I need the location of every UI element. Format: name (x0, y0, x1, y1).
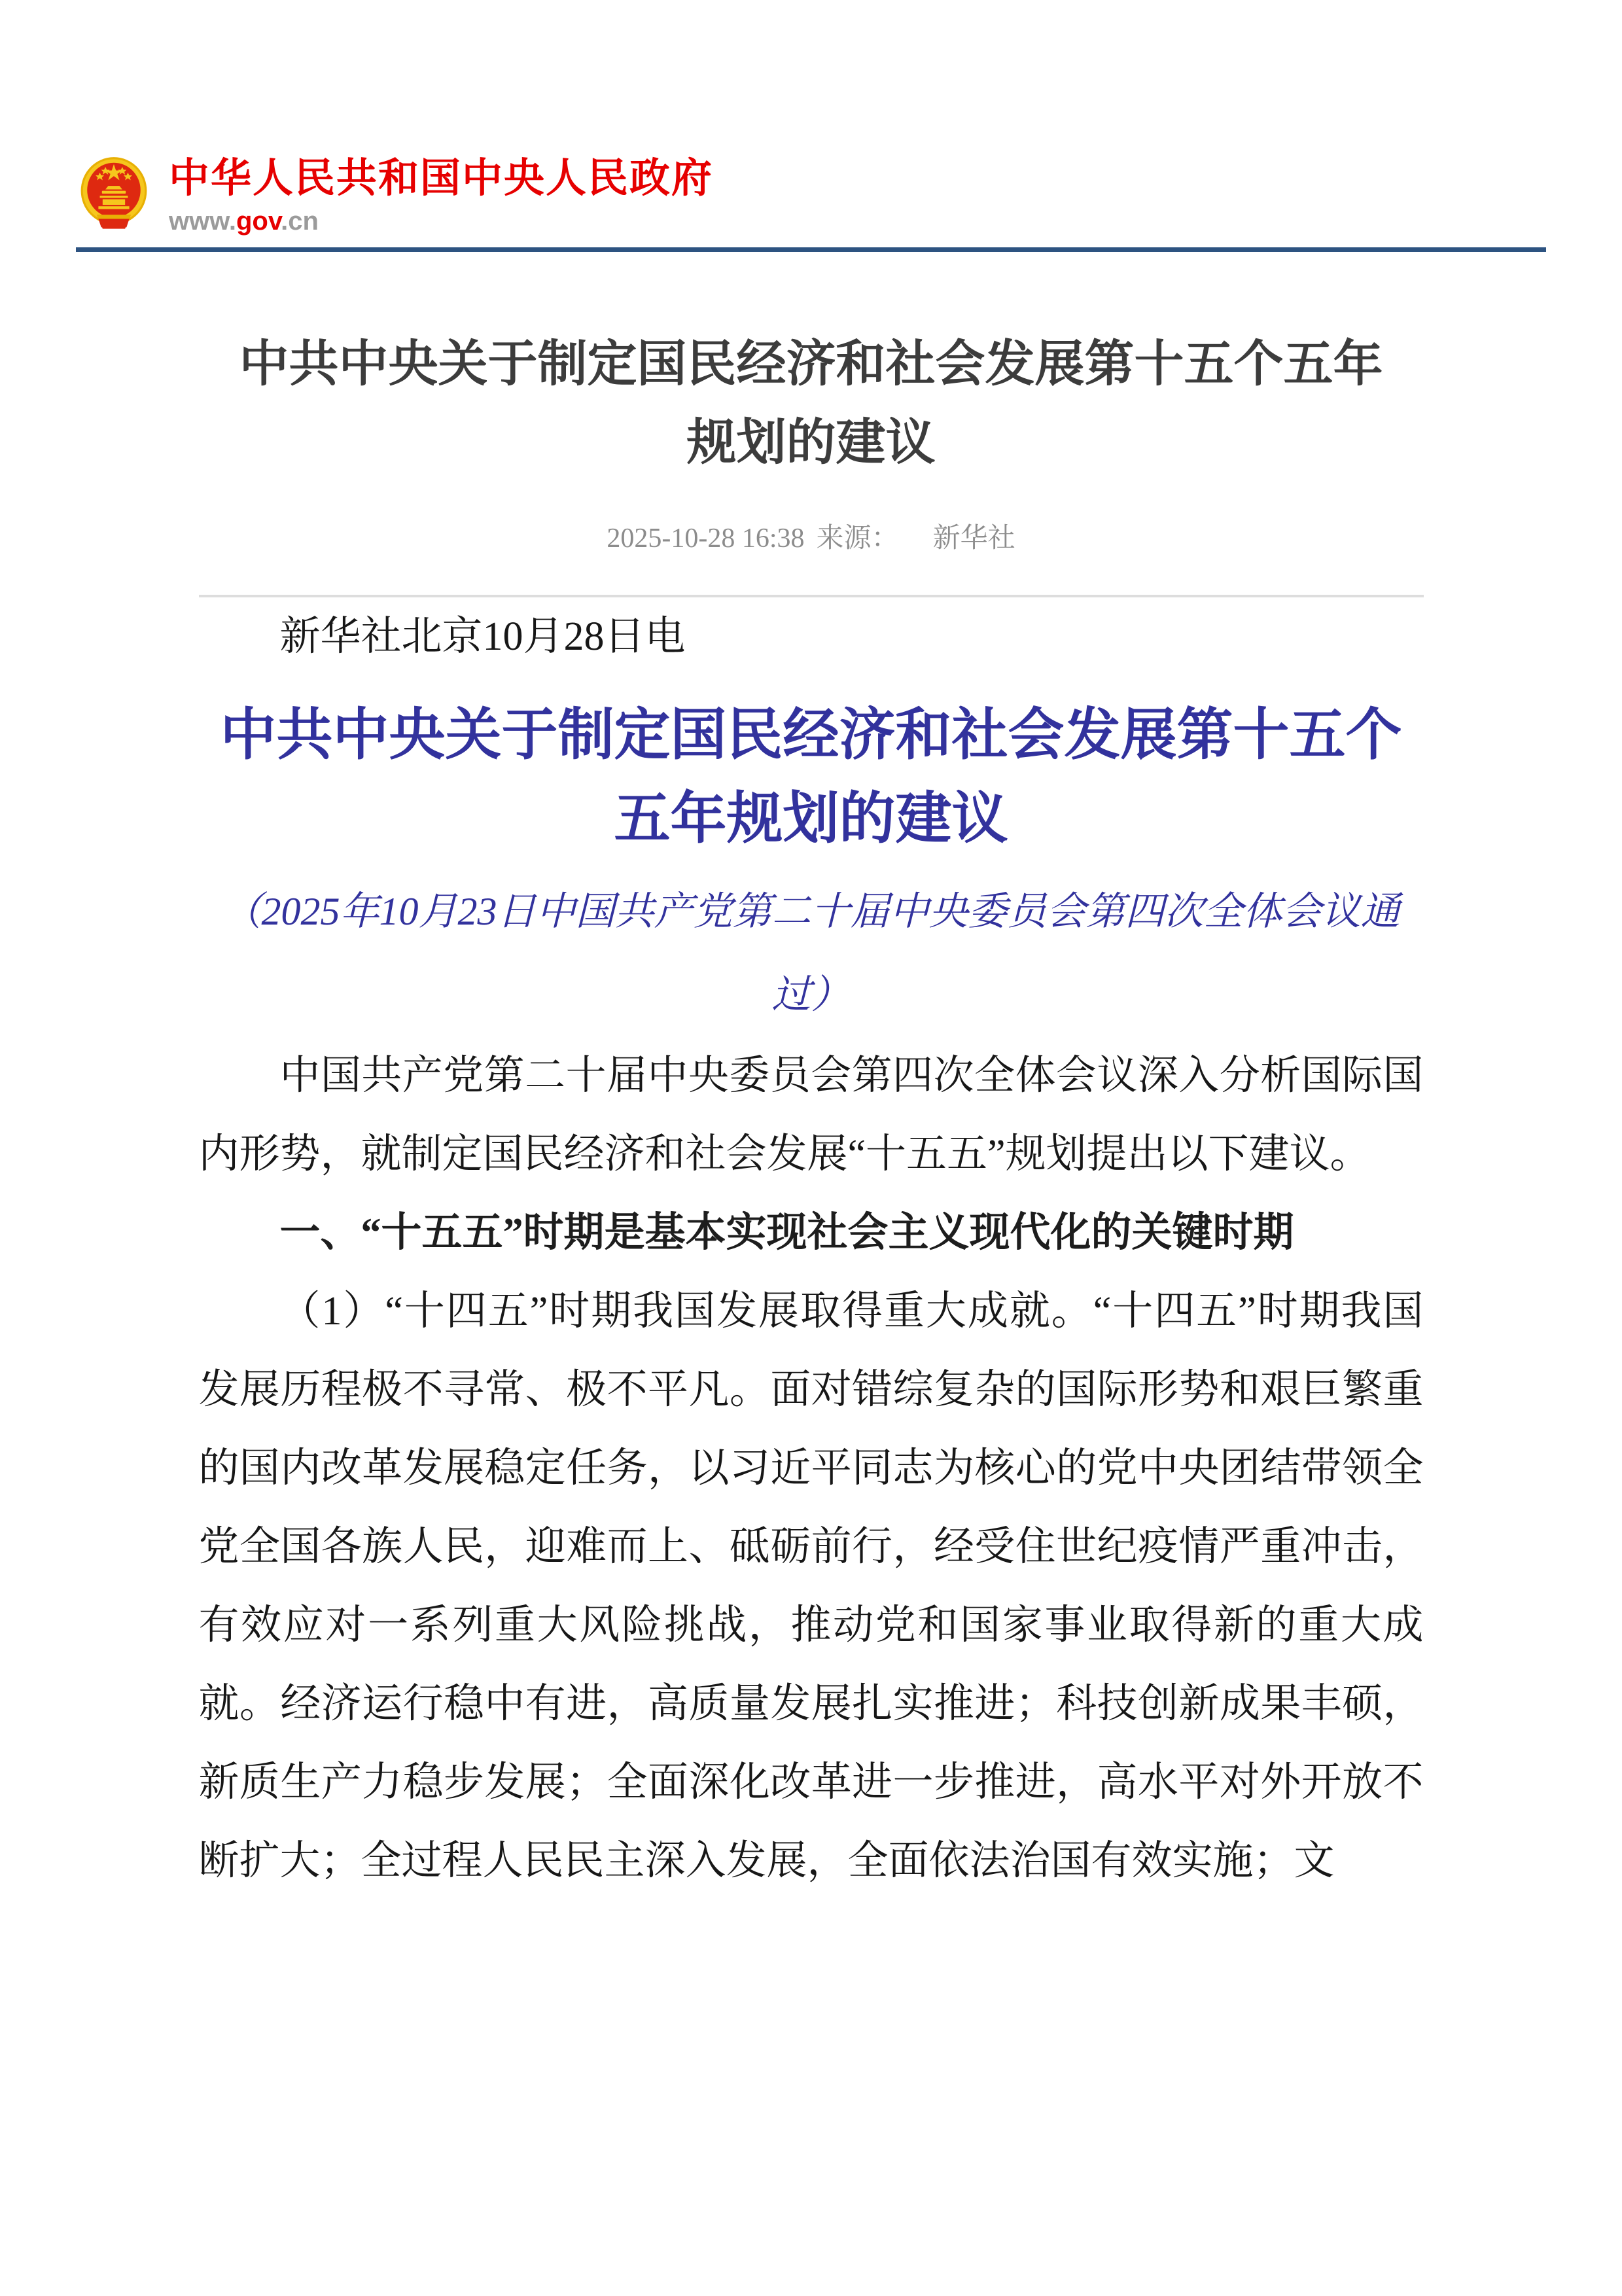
section-heading-1: 一、“十五五”时期是基本实现社会主义现代化的关键时期 (279, 1210, 1294, 1255)
china-national-emblem-icon[interactable] (79, 156, 149, 233)
source-value: 新华社 (932, 523, 1015, 554)
url-www: www. (169, 207, 236, 236)
source-label: 来源： (816, 523, 899, 554)
header-rule (76, 247, 1546, 252)
paragraph-1: （1）“十四五”时期我国发展取得重大成就。“十四五”时期我国发展历程极不寻常、极不平凡。面对错综复杂的国际形势和艰巨繁重的国内改革发展稳定任务，以习近平同志为核心的党中央团结带领全党全国各族人民，迎难而上、砥砺前行，经受住世纪疫情严重冲击，有效应对一系列重大风险挑战，推动党和国家事业取得新的重大成就。经济运行稳中有进，高质量发展扎实推进；科技创新成果丰硕，新质生产力稳步发展；全面深化改革进一步推进，高水平对外开放不断扩大；全过程人民民主深入发展，全面依法治国有效实施；文 (198, 1289, 1424, 1883)
page-title (0, 325, 1622, 482)
document-subtitle (199, 870, 1424, 1036)
dateline: 新华社北京10月28日电 (279, 614, 686, 659)
site-header (0, 0, 1622, 237)
site-url (169, 205, 713, 237)
document-subtitle-line1: （2025年10月23日中国共产党第二十届中央委员会第四次全体会议通 (222, 890, 1400, 933)
paragraph-intro: 中国共产党第二十届中央委员会第四次全体会议深入分析国际国内形势，就制定国民经济和社会发展“十五五”规划提出以下建议。 (198, 1053, 1424, 1176)
document-title-line2: 五年规划的建议 (614, 787, 1008, 850)
url-cn: .cn (281, 207, 319, 236)
site-name: 中华人民共和国中央人民政府 (169, 156, 714, 201)
page-title-line1: 中共中央关于制定国民经济和社会发展第十五个五年 (239, 336, 1383, 392)
page-title-line2: 规划的建议 (686, 415, 936, 470)
publish-datetime: 2025-10-28 16:38 (607, 523, 805, 554)
document-title (199, 693, 1424, 860)
document-title-line1: 中共中央关于制定国民经济和社会发展第十五个 (220, 703, 1402, 766)
document-subtitle-line2: 过） (771, 973, 851, 1016)
site-identity[interactable] (169, 156, 713, 237)
article-meta (0, 519, 1622, 558)
article-body (199, 597, 1424, 1900)
url-gov: gov (236, 207, 281, 236)
